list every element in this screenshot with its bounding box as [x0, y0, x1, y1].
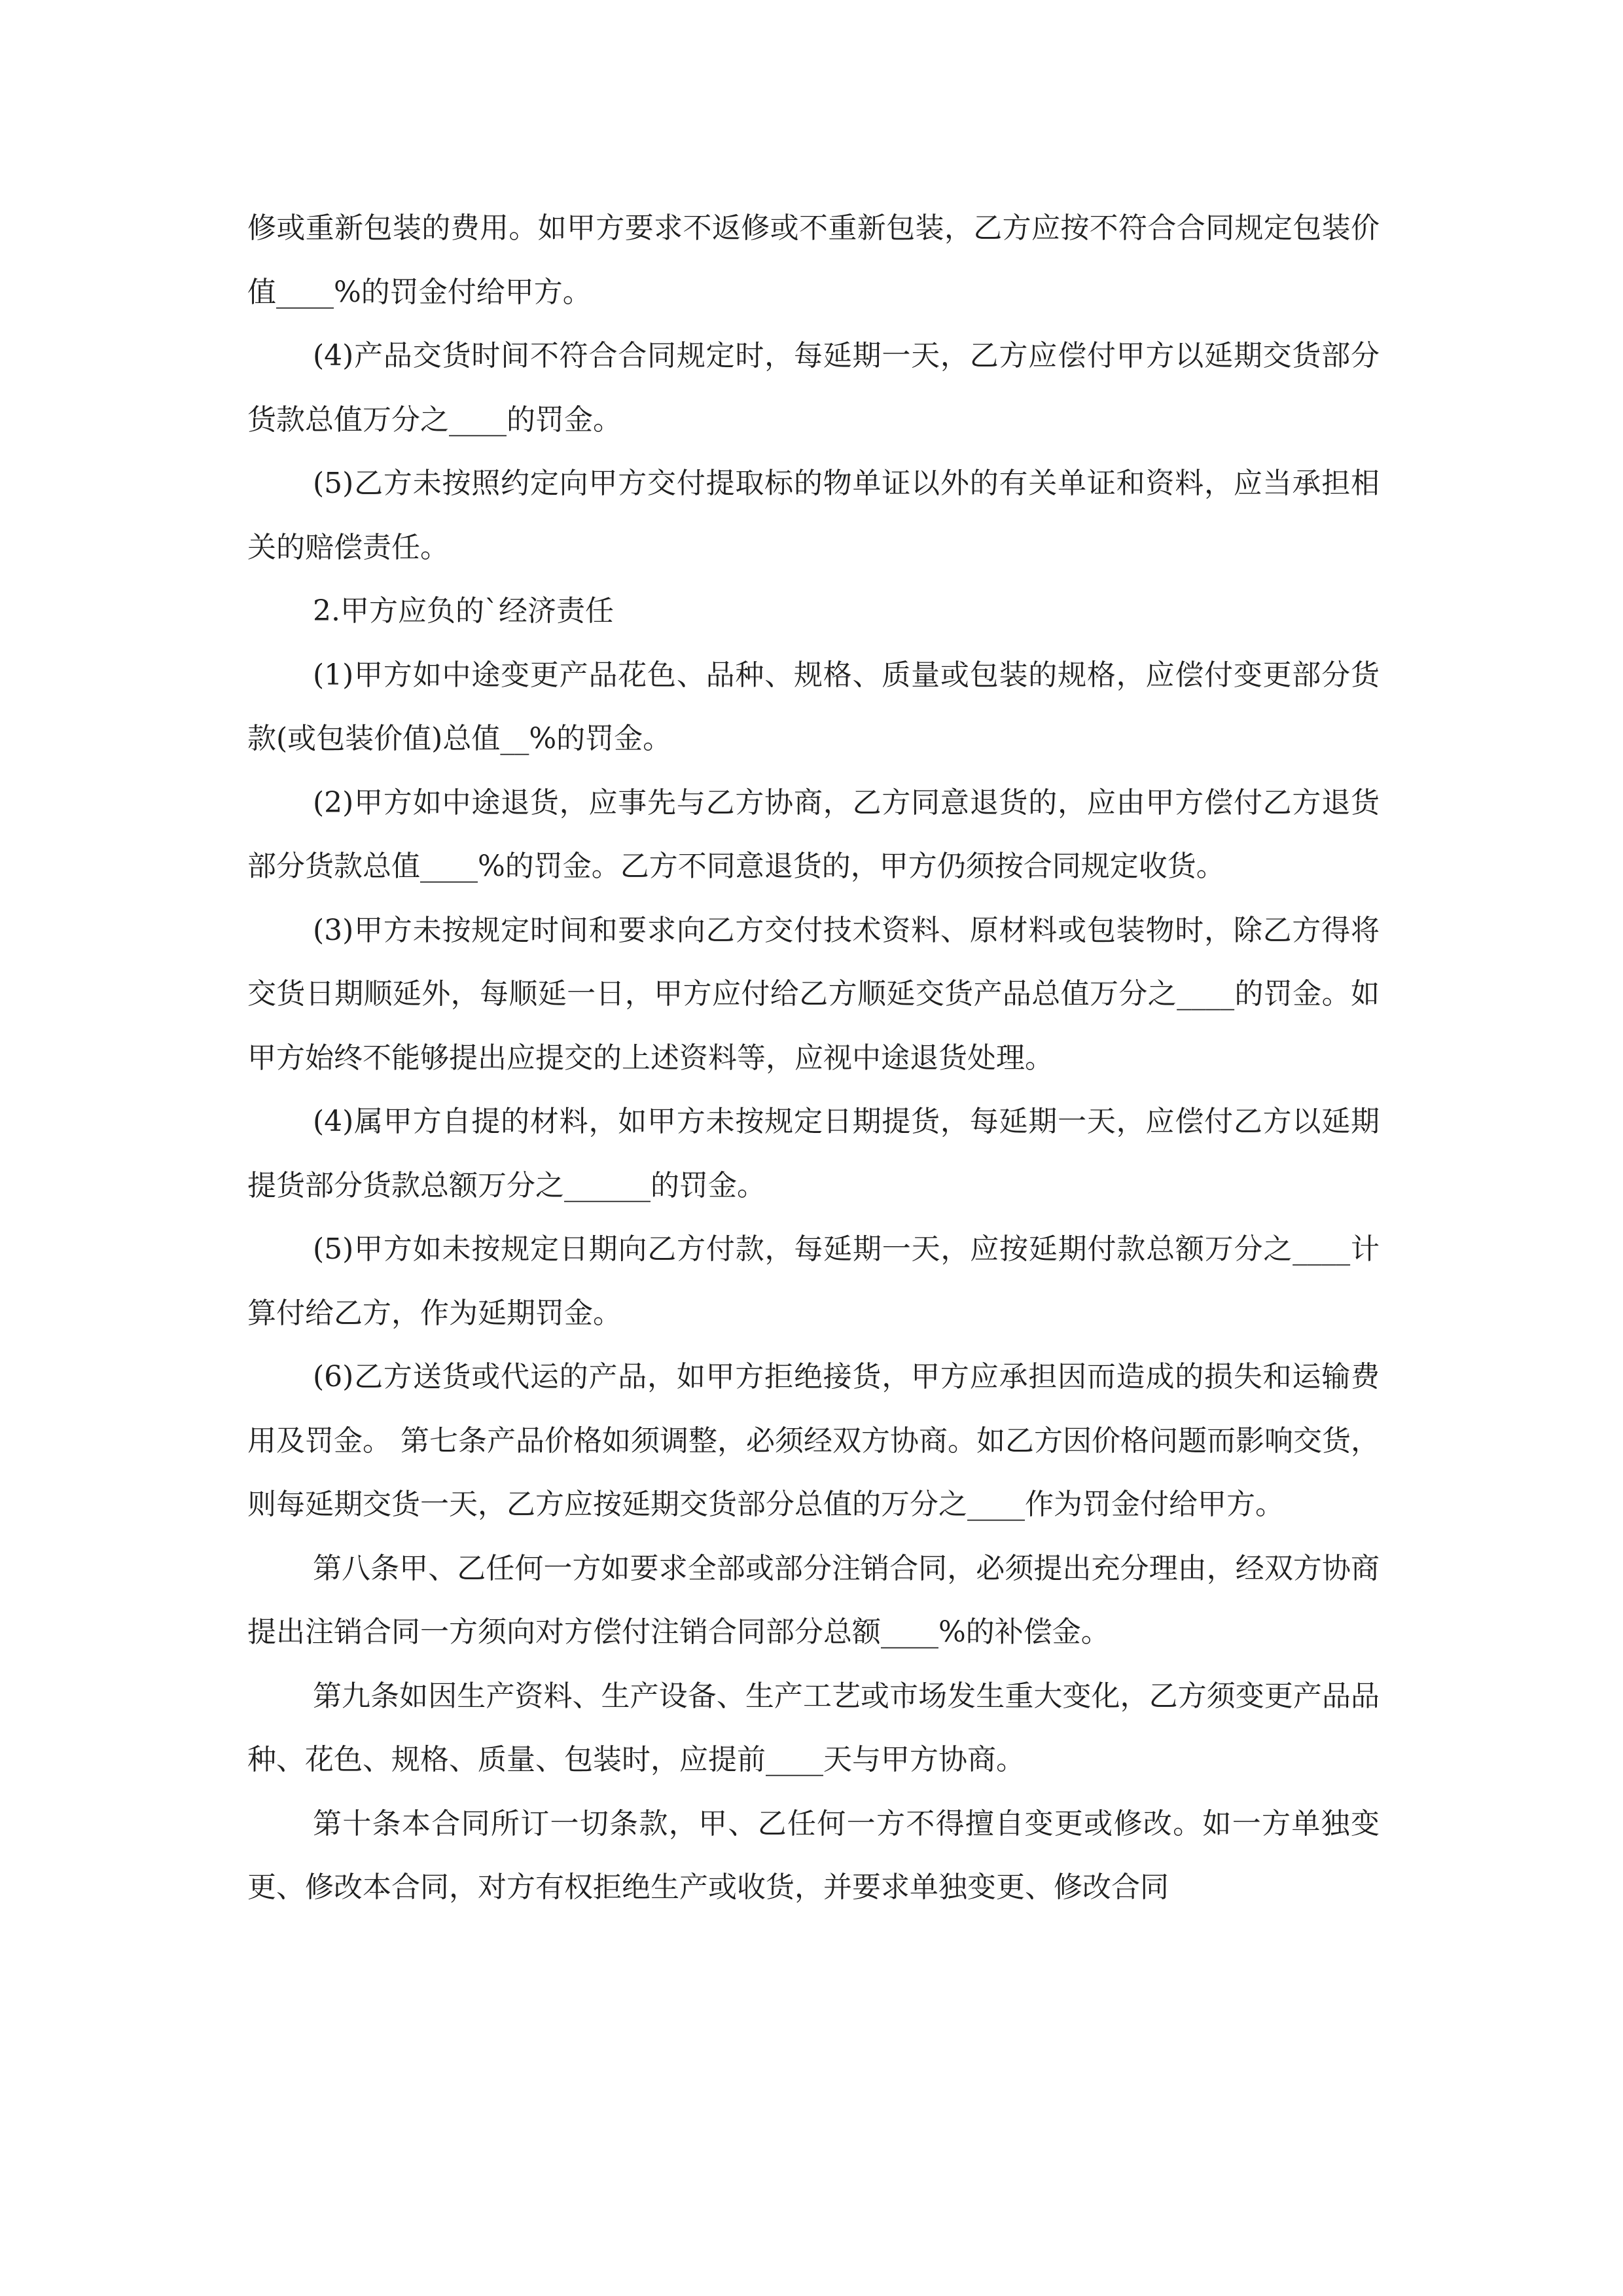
paragraph: (6)乙方送货或代运的产品，如甲方拒绝接货，甲方应承担因而造成的损失和运输费用及罚金。 第七条产品价格如须调整，必须经双方协商。如乙方因价格问题而影响交货，则每延期交货一天，乙方应按延期交货部分总值的万分之____作为罚金付给甲方。 [247, 1360, 1380, 1521]
paragraph: (2)甲方如中途退货，应事先与乙方协商，乙方同意退货的，应由甲方偿付乙方退货部分货款总值____%的罚金。乙方不同意退货的，甲方仍须按合同规定收货。 [247, 785, 1380, 883]
document-body [247, 196, 1380, 1920]
paragraph: 第十条本合同所订一切条款，甲、乙任何一方不得擅自变更或修改。如一方单独变更、修改本合同，对方有权拒绝生产或收货，并要求单独变更、修改合同 [247, 1806, 1380, 1904]
paragraph: 第九条如因生产资料、生产设备、生产工艺或市场发生重大变化，乙方须变更产品品种、花色、规格、质量、包装时，应提前____天与甲方协商。 [247, 1679, 1380, 1776]
paragraph: (3)甲方未按规定时间和要求向乙方交付技术资料、原材料或包装物时，除乙方得将交货日期顺延外，每顺延一日，甲方应付给乙方顺延交货产品总值万分之____的罚金。如甲方始终不能够提出应提交的上述资料等，应视中途退货处理。 [247, 913, 1380, 1075]
paragraph: (5)乙方未按照约定向甲方交付提取标的物单证以外的有关单证和资料，应当承担相关的赔偿责任。 [247, 467, 1380, 564]
paragraph: (1)甲方如中途变更产品花色、品种、规格、质量或包装的规格，应偿付变更部分货款(或包装价值)总值__%的罚金。 [247, 658, 1380, 755]
paragraph: (4)产品交货时间不符合合同规定时，每延期一天，乙方应偿付甲方以延期交货部分货款总值万分之____的罚金。 [247, 339, 1380, 437]
paragraph: 第八条甲、乙任何一方如要求全部或部分注销合同，必须提出充分理由，经双方协商提出注销合同一方须向对方偿付注销合同部分总额____%的补偿金。 [247, 1551, 1380, 1649]
paragraph: (4)属甲方自提的材料，如甲方未按规定日期提货，每延期一天，应偿付乙方以延期提货部分货款总额万分之______的罚金。 [247, 1105, 1380, 1202]
paragraph: (5)甲方如未按规定日期向乙方付款，每延期一天，应按延期付款总额万分之____计算付给乙方，作为延期罚金。 [247, 1232, 1380, 1330]
paragraph: 修或重新包装的费用。如甲方要求不返修或不重新包装，乙方应按不符合合同规定包装价值____%的罚金付给甲方。 [247, 211, 1380, 309]
section-heading: 2.甲方应负的`经济责任 [313, 594, 614, 628]
